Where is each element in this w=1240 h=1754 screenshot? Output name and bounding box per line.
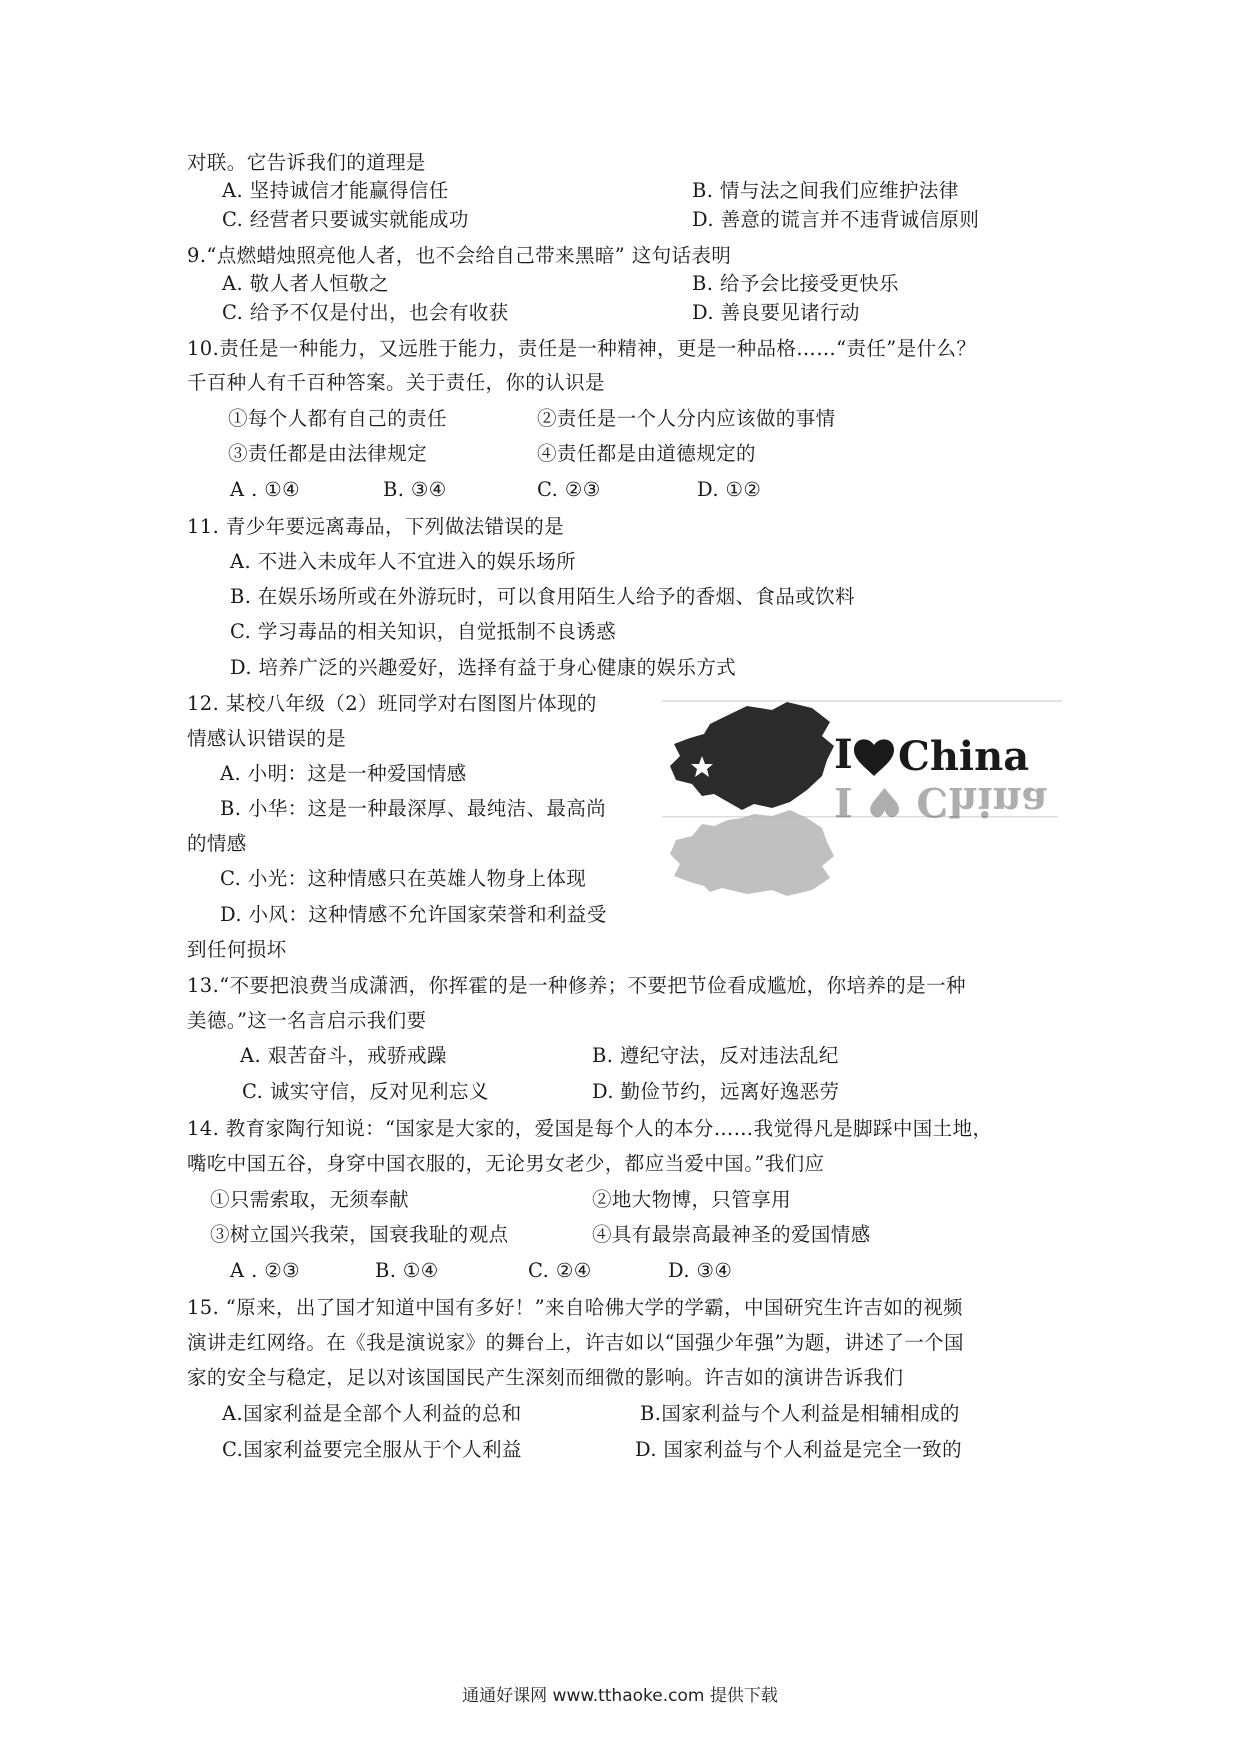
q15-stem-line1: 15. “原来，出了国才知道中国有多好！”来自哈佛大学的学霸，中国研究生许吉如的视频	[187, 1296, 963, 1319]
q9-option-b: B. 给予会比接受更快乐	[692, 272, 900, 295]
q12-option-d-line2: 到任何损坏	[187, 938, 287, 961]
q13-stem-line2: 美德。”这一名言启示我们要	[187, 1009, 427, 1032]
q8-option-a: A. 坚持诚信才能赢得信任	[222, 179, 449, 202]
q10-stem-line1: 10.责任是一种能力，又远胜于能力，责任是一种精神，更是一种品格……“责任”是什么？	[187, 337, 977, 360]
page-footer: 通通好课网 www.tthaoke.com 提供下载	[462, 1686, 778, 1706]
q10-option-c: C. ②③	[537, 478, 601, 501]
heart-icon	[854, 739, 894, 776]
q9-option-c: C. 给予不仅是付出，也会有收获	[222, 301, 509, 324]
q12-option-a: A. 小明：这是一种爱国情感	[220, 762, 467, 785]
q13-option-a: A. 艰苦奋斗，戒骄戒躁	[240, 1044, 447, 1067]
china-map-icon	[670, 702, 834, 810]
q11-option-d: D. 培养广泛的兴趣爱好，选择有益于身心健康的娱乐方式	[230, 656, 737, 679]
q14-item-1: ①只需索取，无须奉献	[210, 1188, 410, 1211]
q8-option-c: C. 经营者只要诚实就能成功	[222, 208, 469, 231]
q14-option-c: C. ②④	[528, 1259, 592, 1282]
q8-option-d: D. 善意的谎言并不违背诚信原则	[692, 208, 980, 231]
q10-item-2: ②责任是一个人分内应该做的事情	[537, 407, 836, 430]
q12-option-b-line1: B. 小华：这是一种最深厚、最纯洁、最高尚	[220, 797, 607, 820]
figure-text-reflection: I ♥ China	[834, 778, 1048, 825]
q15-option-a: A.国家利益是全部个人利益的总和	[222, 1402, 522, 1425]
i-letter: I	[834, 731, 853, 778]
q14-stem-line1: 14. 教育家陶行知说：“国家是大家的，爱国是每个人的本分……我觉得凡是脚踩中国土地，	[187, 1117, 993, 1140]
q14-option-d: D. ③④	[668, 1259, 733, 1282]
q10-stem-line2: 千百种人有千百种答案。关于责任，你的认识是	[187, 371, 605, 394]
q9-stem: 9.“点燃蜡烛照亮他人者，也不会给自己带来黑暗” 这句话表明	[187, 244, 732, 267]
i-love-china-figure	[662, 698, 1062, 898]
china-map-reflection	[670, 810, 834, 896]
q10-item-3: ③责任都是由法律规定	[228, 442, 428, 465]
q15-option-d: D. 国家利益与个人利益是完全一致的	[635, 1438, 963, 1461]
q12-stem-line1: 12. 某校八年级（2）班同学对右图图片体现的	[187, 692, 597, 715]
q15-option-b: B.国家利益与个人利益是相辅相成的	[640, 1402, 960, 1425]
q11-option-b: B. 在娱乐场所或在外游玩时，可以食用陌生人给予的香烟、食品或饮料	[230, 585, 855, 608]
q14-item-2: ②地大物博，只管享用	[592, 1188, 792, 1211]
q11-stem: 11. 青少年要远离毒品，下列做法错误的是	[187, 515, 565, 538]
q13-stem-line1: 13.“不要把浪费当成潇洒，你挥霍的是一种修养；不要把节俭看成尴尬，你培养的是一种	[187, 974, 966, 997]
q10-item-1: ①每个人都有自己的责任	[228, 407, 447, 430]
q11-option-a: A. 不进入未成年人不宜进入的娱乐场所	[230, 550, 577, 573]
q15-stem-line2: 演讲走红网络。在《我是演说家》的舞台上，许吉如以“国强少年强”为题，讲述了一个国	[187, 1331, 964, 1354]
q10-option-d: D. ①②	[697, 478, 762, 501]
china-word: China	[898, 733, 1030, 780]
q8-stem-tail: 对联。它告诉我们的道理是	[187, 151, 426, 174]
q12-option-b-line2: 的情感	[187, 832, 247, 855]
q13-option-b: B. 遵纪守法，反对违法乱纪	[592, 1044, 839, 1067]
q10-option-b: B. ③④	[383, 478, 447, 501]
q11-option-c: C. 学习毒品的相关知识，自觉抵制不良诱惑	[230, 620, 617, 643]
q12-stem-line2: 情感认识错误的是	[187, 727, 347, 750]
scan-line	[662, 700, 1062, 702]
q10-option-a: A . ①④	[230, 478, 301, 501]
q15-stem-line3: 家的安全与稳定，足以对该国国民产生深刻而细微的影响。许吉如的演讲告诉我们	[187, 1366, 904, 1389]
q8-option-b: B. 情与法之间我们应维护法律	[692, 179, 959, 202]
q12-option-c: C. 小光：这种情感只在英雄人物身上体现	[220, 867, 587, 890]
q12-option-d-line1: D. 小风：这种情感不允许国家荣誉和利益受	[220, 903, 607, 926]
q14-item-3: ③树立国兴我荣，国衰我耻的观点	[210, 1223, 509, 1246]
q13-option-d: D. 勤俭节约，远离好逸恶劳	[592, 1080, 840, 1103]
q10-item-4: ④责任都是由道德规定的	[537, 442, 756, 465]
q14-item-4: ④具有最崇高最神圣的爱国情感	[592, 1223, 871, 1246]
q15-option-c: C.国家利益要完全服从于个人利益	[222, 1438, 522, 1461]
q9-option-d: D. 善良要见诸行动	[692, 301, 860, 324]
q13-option-c: C. 诚实守信，反对见利忘义	[242, 1080, 489, 1103]
q14-option-b: B. ①④	[375, 1259, 439, 1282]
q14-option-a: A . ②③	[230, 1259, 301, 1282]
q14-stem-line2: 嘴吃中国五谷，身穿中国衣服的，无论男女老少，都应当爱中国。”我们应	[187, 1152, 825, 1175]
q9-option-a: A. 敬人者人恒敬之	[222, 272, 389, 295]
